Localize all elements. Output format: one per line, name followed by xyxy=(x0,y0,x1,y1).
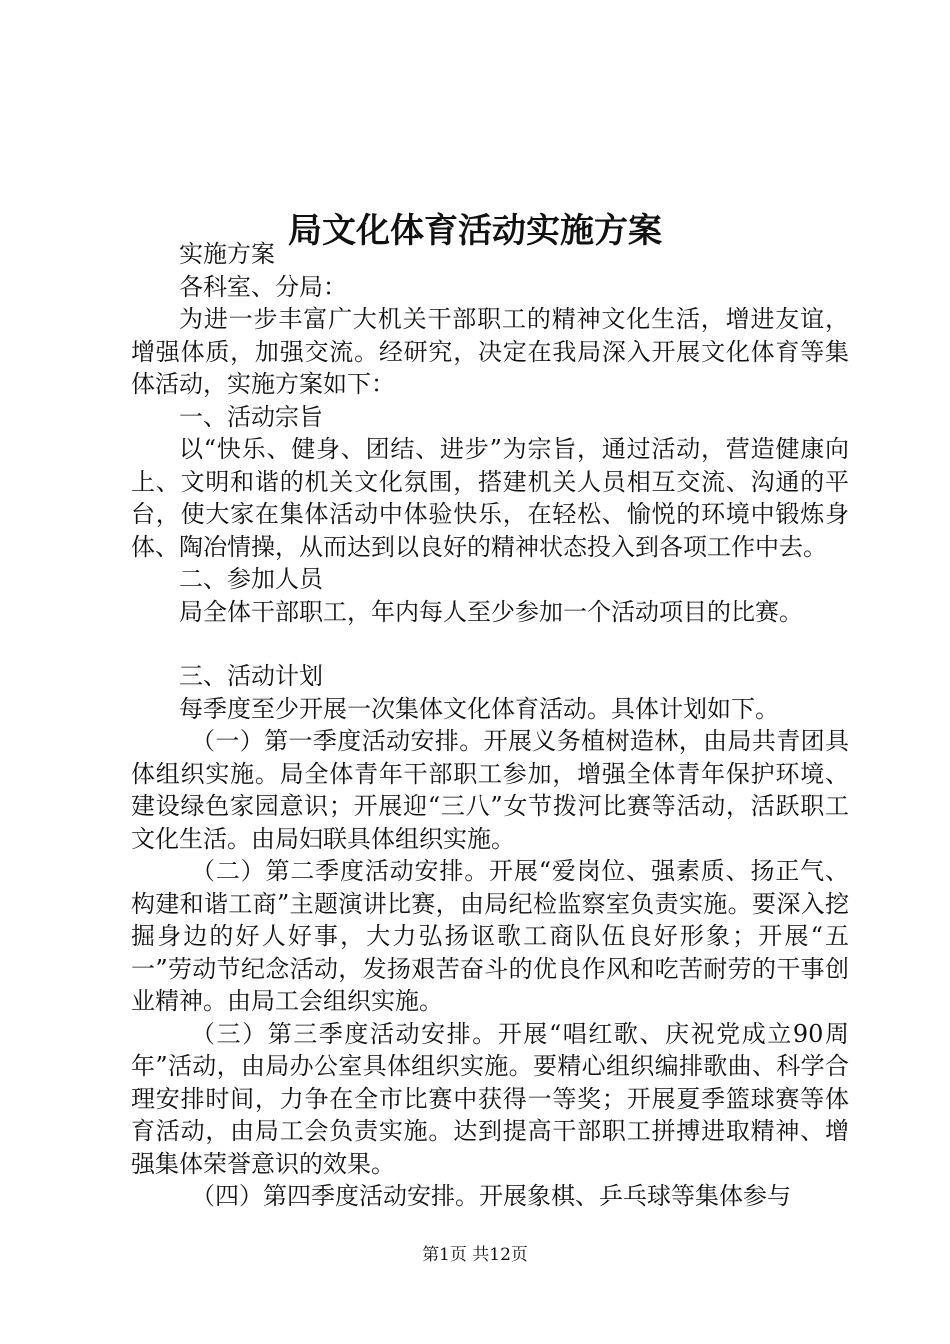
paragraph-heading-plan: 实施方案 xyxy=(179,240,275,268)
paragraph-addressee: 各科室、分局： xyxy=(179,272,347,301)
section-heading-plan: 三、活动计划 xyxy=(179,662,323,690)
page-footer: 第1页 共12页 xyxy=(422,1245,528,1265)
paragraph-q3: （三）第三季度活动安排。开展“唱红歌、庆祝党成立90周年”活动，由局办公室具体组织实施。要精心组织编排歌曲、科学合理安排时间，力争在全市比赛中获得一等奖；开展夏季篮球赛等体育活动，由局工会负责实施。达到提高干部职工拼搏进取精神、增强集体荣誉意识的效果。 xyxy=(131,1019,849,1178)
paragraph-purpose: 以“快乐、健身、团结、进步”为宗旨，通过活动，营造健康向上、文明和谐的机关文化氛围，搭建机关人员相互交流、沟通的平台，使大家在集体活动中体验快乐，在轻松、愉悦的环境中锻炼身体、陶冶情操，从而达到以良好的精神状态投入到各项工作中去。 xyxy=(131,435,849,561)
section-heading-participants: 二、参加人员 xyxy=(179,565,323,593)
section-heading-purpose: 一、活动宗旨 xyxy=(179,402,323,431)
paragraph-participants: 局全体干部职工，年内每人至少参加一个活动项目的比赛。 xyxy=(179,597,803,626)
paragraph-intro: 为进一步丰富广大机关干部职工的精神文化生活，增进友谊，增强体质，加强交流。经研究，决定在我局深入开展文化体育等集体活动，实施方案如下： xyxy=(131,305,849,398)
paragraph-q4: （四）第四季度活动安排。开展象棋、乒乓球等集体参与 xyxy=(191,1182,791,1210)
paragraph-plan-intro: 每季度至少开展一次集体文化体育活动。具体计划如下。 xyxy=(179,694,779,723)
document-body xyxy=(131,238,849,1213)
paragraph-q1: （一）第一季度活动安排。开展义务植树造林，由局共青团具体组织实施。局全体青年干部职工参加，增强全体青年保护环境、建设绿色家园意识；开展迎“三八”女节拨河比赛等活动，活跃职工文化生活。由局妇联具体组织实施。 xyxy=(131,727,849,853)
paragraph-q2: （二）第二季度活动安排。开展“爱岗位、强素质、扬正气、构建和谐工商”主题演讲比赛，由局纪检监察室负责实施。要深入挖掘身边的好人好事，大力弘扬讴歌工商队伍良好形象；开展“五一”劳动节纪念活动，发扬艰苦奋斗的优良作风和吃苦耐劳的干事创业精神。由局工会组织实施。 xyxy=(131,857,849,1015)
document-title: 局文化体育活动实施方案 xyxy=(288,210,662,251)
